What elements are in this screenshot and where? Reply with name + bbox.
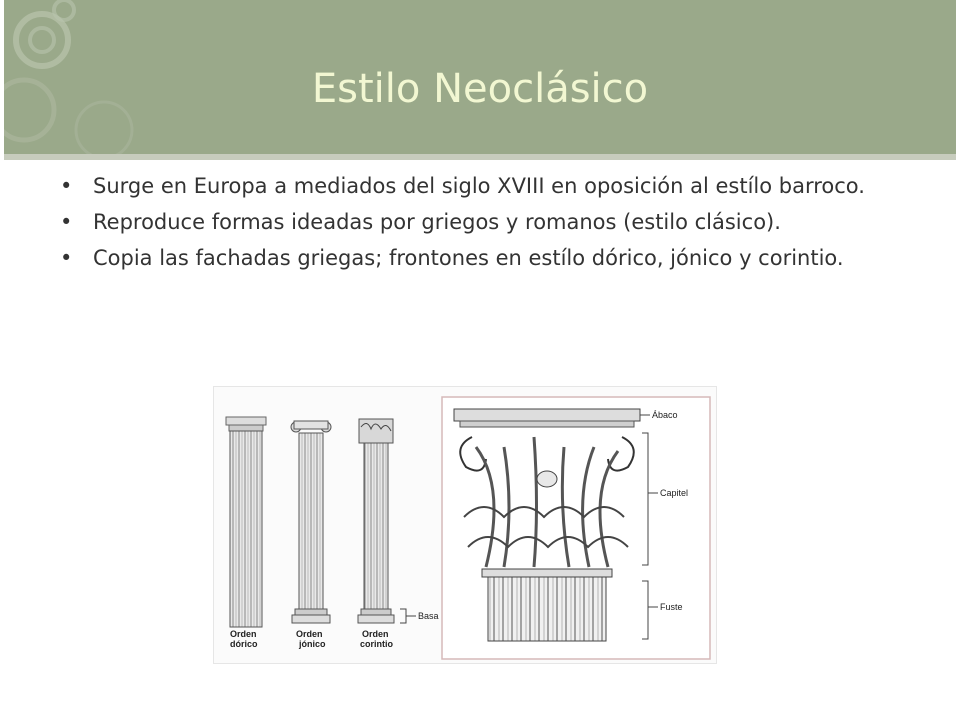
fuste-label: Fuste (660, 602, 683, 612)
bullet-text: Surge en Europa a mediados del siglo XVIII en oposición al estílo barroco. (93, 174, 865, 198)
caption-doric-2: dórico (230, 639, 258, 649)
base-label: Basa (418, 611, 439, 621)
ionic-column (291, 421, 331, 623)
slide-title: Estilo Neoclásico (311, 66, 649, 112)
bullet-item (60, 208, 903, 237)
bullet-item (60, 244, 903, 273)
abaco-label: Ábaco (652, 410, 678, 420)
title-banner (4, 0, 956, 160)
caption-ionic-2: jónico (299, 639, 326, 649)
bullet-icon: • (60, 246, 73, 270)
bullet-icon: • (60, 174, 73, 198)
header-bottom-band (4, 154, 956, 160)
corinthian-column (358, 419, 394, 623)
bullet-item (60, 172, 903, 201)
bullet-text: Reproduce formas ideadas por griegos y romanos (estilo clásico). (93, 210, 781, 234)
columns-svg (214, 387, 716, 663)
caption-ionic-1: Orden (296, 629, 323, 639)
caption-corinthian-1: Orden (362, 629, 389, 639)
bullet-text: Copia las fachadas griegas; frontones en estílo dórico, jónico y corintio. (93, 246, 844, 270)
bullet-icon: • (60, 210, 73, 234)
caption-corinthian-2: corintio (360, 639, 393, 649)
capitel-label: Capitel (660, 488, 689, 498)
doric-column (226, 417, 266, 627)
bullet-list (60, 172, 903, 280)
caption-doric-1: Orden (230, 629, 257, 639)
columns-illustration (213, 386, 717, 664)
